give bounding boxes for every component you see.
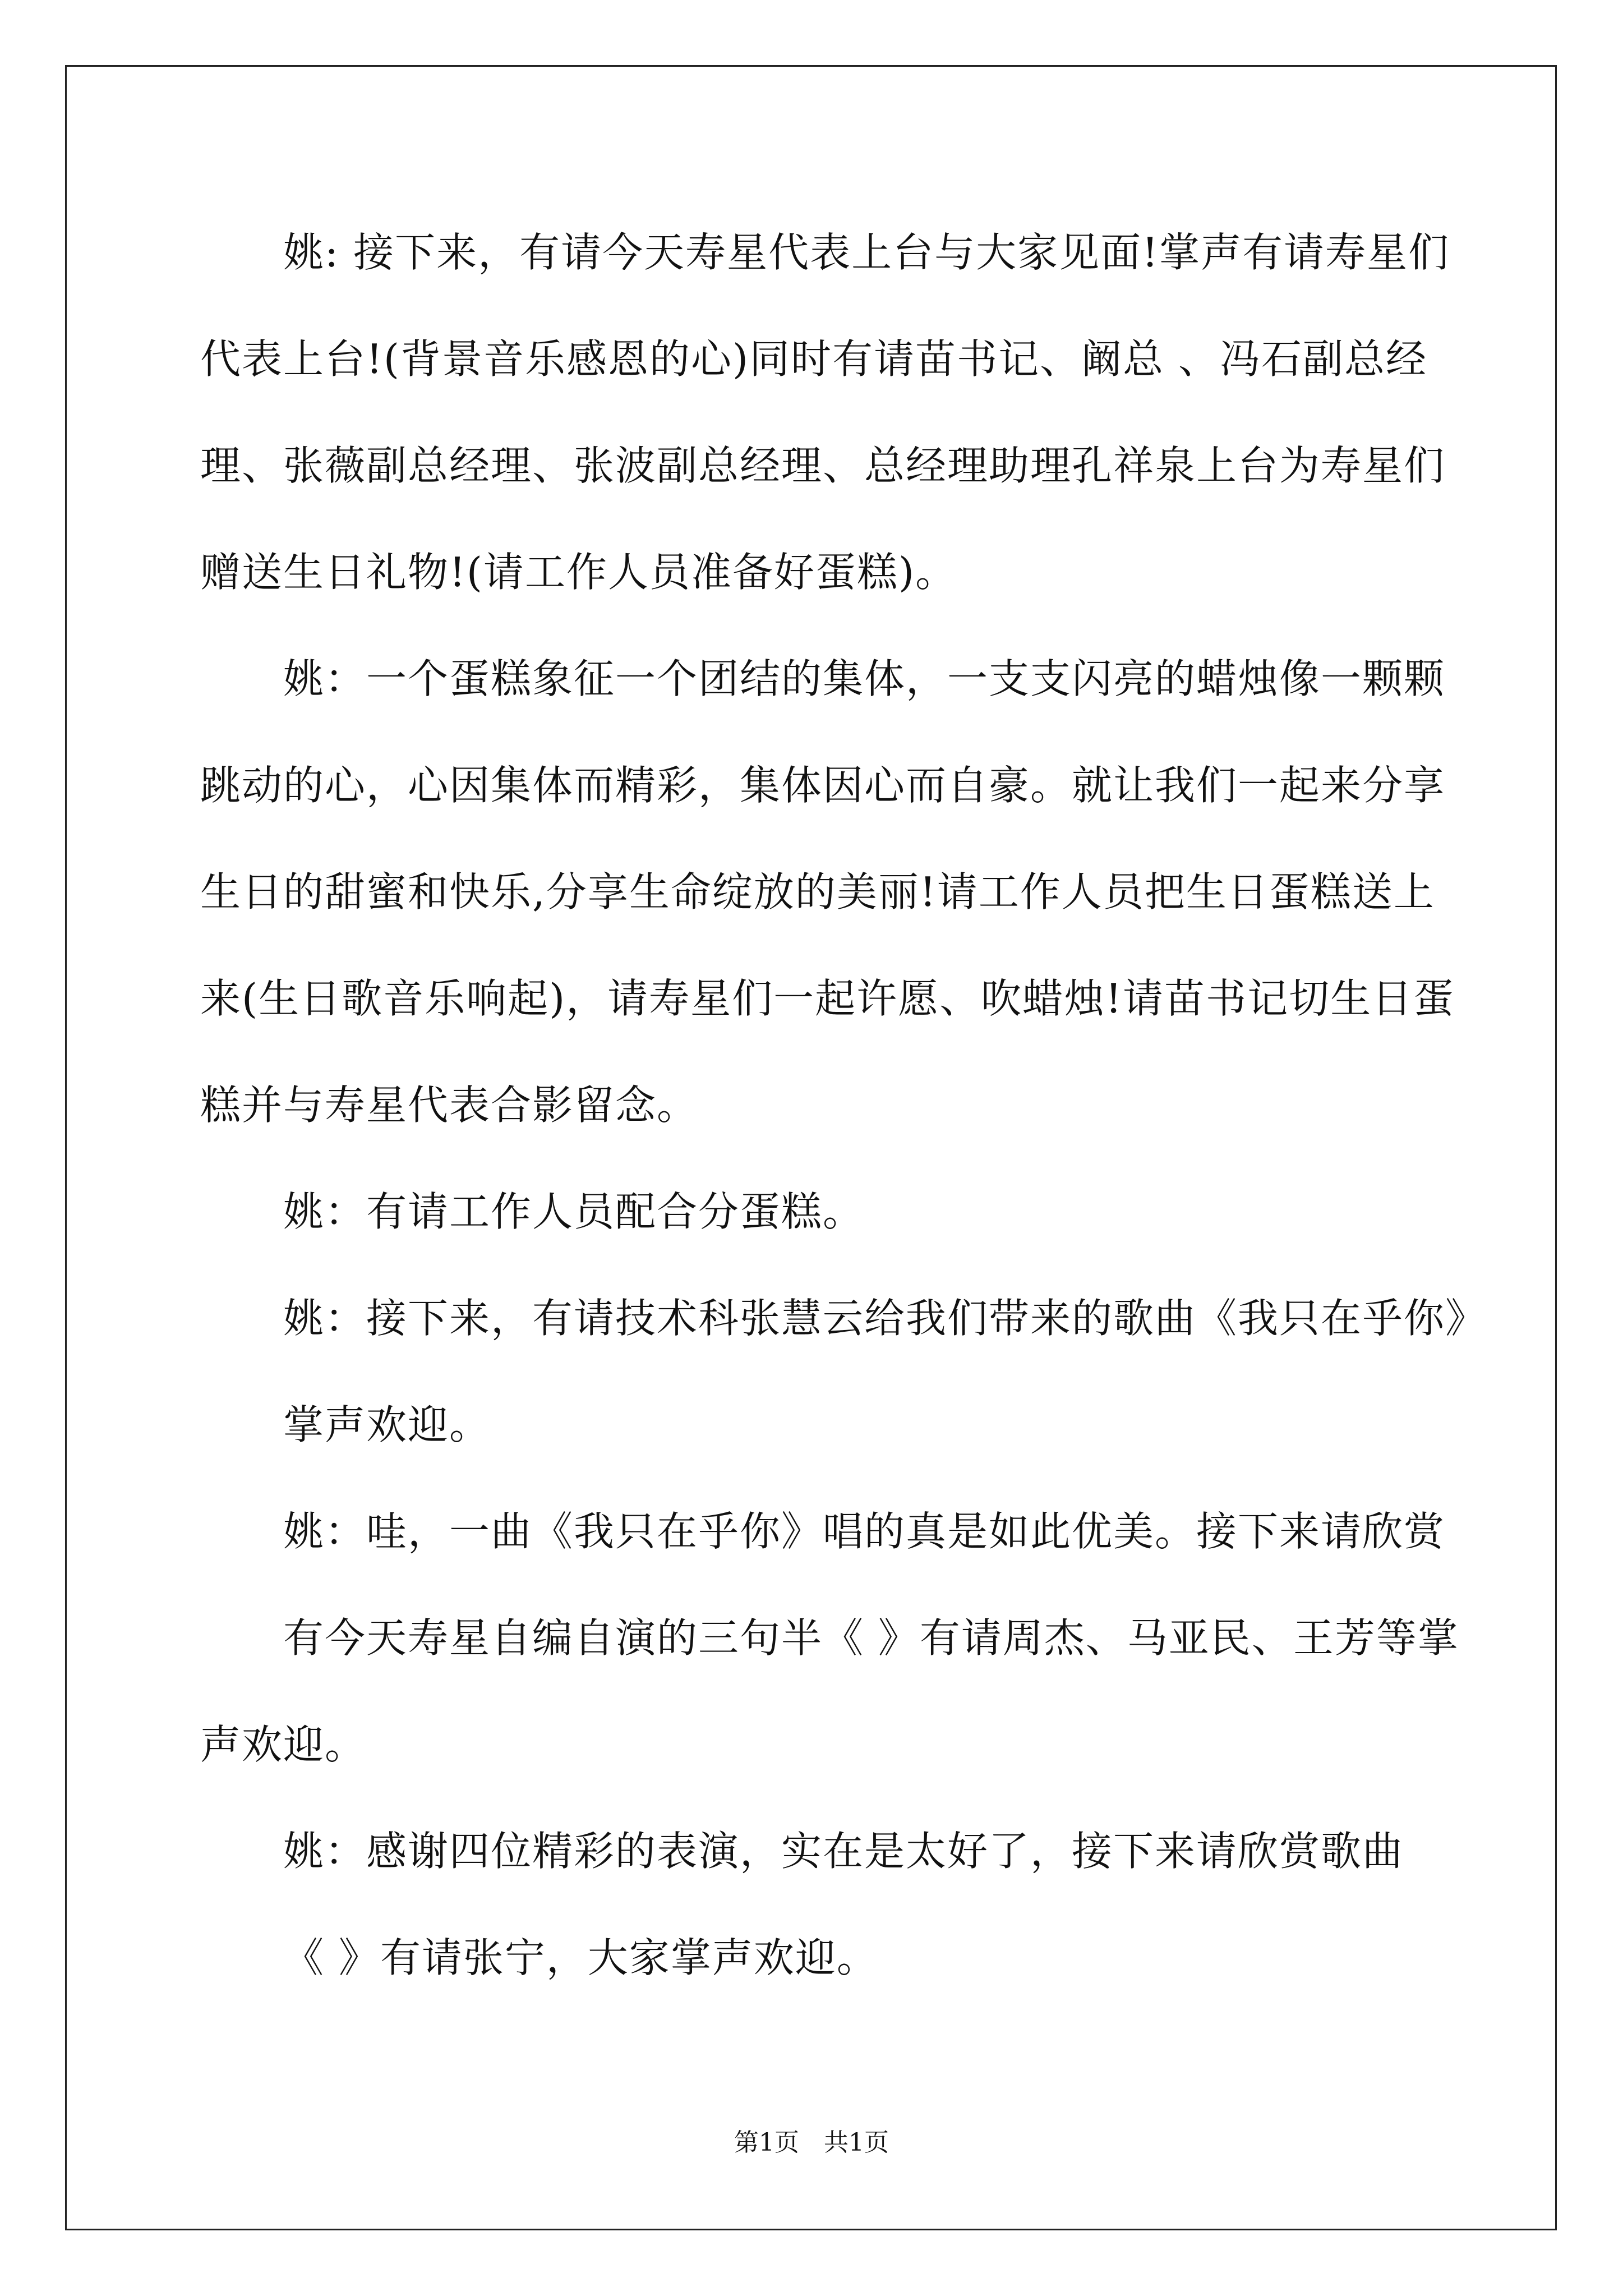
text-line: 代表上台!(背景音乐感恩的心)同时有请苗书记、阚总 、冯石副总经 [200,335,1428,383]
text-line: 糕并与寿星代表合影留念。 [200,1082,699,1129]
text-line: 《 》有请张宁，大家掌声欢迎。 [283,1934,878,1981]
page-border [65,65,1557,2230]
text-line: 姚: 接下来，有请今天寿星代表上台与大家见面!掌声有请寿星们 [283,229,1450,276]
text-line: 姚：有请工作人员配合分蛋糕。 [283,1188,865,1235]
text-line: 理、张薇副总经理、张波副总经理、总经理助理孔祥泉上台为寿星们 [200,442,1446,489]
text-line: 跳动的心，心因集体而精彩，集体因心而自豪。就让我们一起来分享 [200,762,1446,809]
text-line: 姚：一个蛋糕象征一个团结的集体，一支支闪亮的蜡烛像一颗颗 [283,655,1446,702]
text-line: 来(生日歌音乐响起)，请寿星们一起许愿、吹蜡烛!请苗书记切生日蛋 [200,975,1455,1022]
text-line: 姚：哇，一曲《我只在乎你》唱的真是如此优美。接下来请欣赏 [283,1508,1446,1555]
text-line: 姚：接下来，有请技术科张慧云给我们带来的歌曲《我只在乎你》 [283,1295,1487,1342]
text-line: 声欢迎。 [200,1721,367,1768]
text-line: 掌声欢迎。 [283,1401,491,1448]
text-line: 姚：感谢四位精彩的表演，实在是太好了，接下来请欣赏歌曲 [283,1828,1404,1875]
text-line: 赠送生日礼物!(请工作人员准备好蛋糕)。 [200,549,957,596]
text-line: 生日的甜蜜和快乐,分享生命绽放的美丽!请工作人员把生日蛋糕送上 [200,868,1435,915]
page-footer: 第1页 共1页 [734,2128,889,2157]
text-line: 有今天寿星自编自演的三句半《 》有请周杰、马亚民、王芳等掌 [283,1614,1459,1662]
